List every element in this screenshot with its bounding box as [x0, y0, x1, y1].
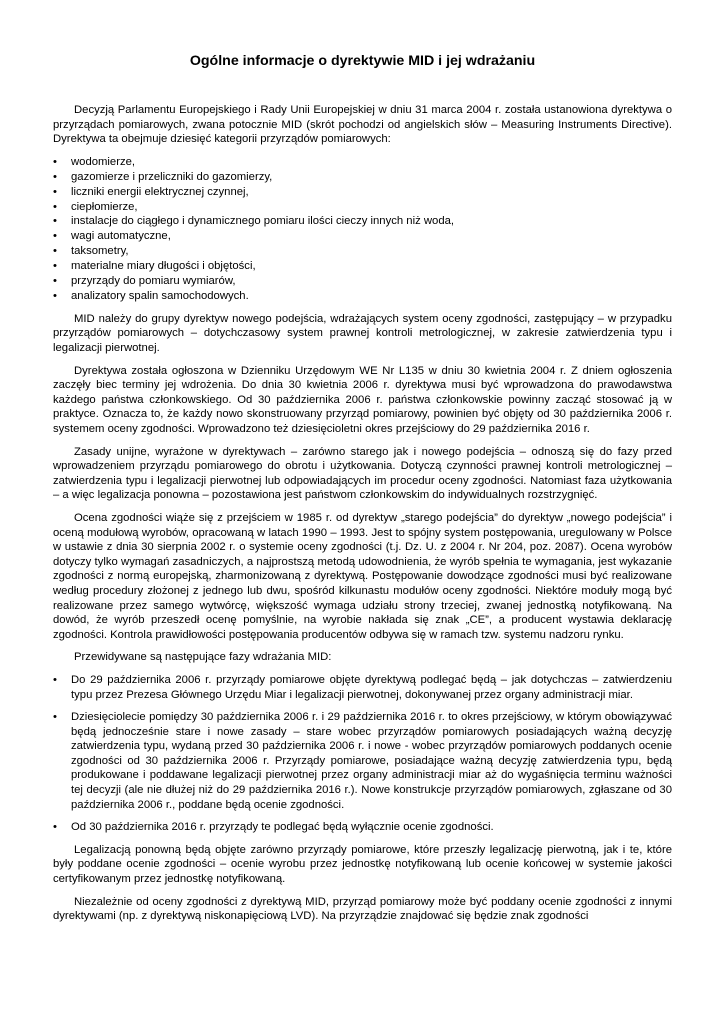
document-page: [53, 52, 672, 932]
list-item: • Do 29 października 2006 r. przyrządy pomiarowe objęte dyrektywą podlegać będą – jak dotychczas – zatwierdzeniu typu przez Prezesa Głównego Urzędu Miar i legalizacji pierwotnej, dokonywanej przez organy administracji miar.: [53, 673, 672, 702]
paragraph-conformity-assessment: Ocena zgodności wiąże się z przejściem w 1985 r. od dyrektyw „starego podejścia” do dyrektyw „nowego podejścia” i oceną modułową wyrobów, opracowaną w latach 1990 – 1993. Jest to spójny system postępowania, uregulowany w Polsce w ustawie z dnia 30 sierpnia 2002 r. o systemie oceny zgodności (t.j. Dz. U. z 2004 r. Nr 204, poz. 2087). Ocena wyrobów dotyczy tylko wymagań zasadniczych, a najprostszą metodą udowodnienia, że wyrób spełnia te wymagania, jest wykazanie zgodności z normą europejską, zharmonizowaną z dyrektywą. Postępowanie dowodzące zgodności musi być realizowane według procedury złożonej z jednego lub dwu, spośród kilkunastu modułów oceny zgodności. Niektóre moduły mogą być realizowane przez samego wytwórcę, większość wymaga udziału strony trzeciej, zwanej jednostką notyfikowaną. Na dowód, że wyrób przeszedł ocenę pomyślnie, na wyrobie nakłada się znak „CE”, a producent wystawia deklarację zgodności. Kontrola prawidłowości postępowania producentów odbywa się w ramach tzw. systemu nadzoru rynku.: [53, 511, 672, 641]
intro-paragraph: Decyzją Parlamentu Europejskiego i Rady Unii Europejskiej w dniu 31 marca 2004 r. została ustanowiona dyrektywa o przyrządach pomiarowych, zwana potocznie MID (skrót pochodzi od angielskich słów – Measuring Instruments Directive). Dyrektywa ta obejmuje dziesięć kategorii przyrządów pomiarowych:: [53, 104, 672, 146]
paragraph-reverification: Legalizacją ponowną będą objęte zarówno przyrządy pomiarowe, które przeszły legalizację pierwotną, jak i te, które były poddane ocenie zgodności – ocenie wyrobu przez jednostkę notyfikowaną lub ocenie końcowej w systemie jakości certyfikowanym przez jednostkę notyfikowaną.: [53, 843, 672, 886]
list-item: • przyrządy do pomiaru wymiarów,: [53, 274, 672, 289]
list-item: • taksometry,: [53, 244, 672, 259]
paragraph-new-approach: MID należy do grupy dyrektyw nowego podejścia, wdrażających system oceny zgodności, zastępujący – w przypadku przyrządów pomiarowych – dotychczasowy system prawnej kontroli metrologicznej, w zakresie zatwierdzenia typu i legalizacji pierwotnej.: [53, 312, 672, 355]
paragraph-other-directives: Niezależnie od oceny zgodności z dyrektywą MID, przyrząd pomiarowy może być poddany ocenie zgodności z innymi dyrektywami (np. z dyrektywą niskonapięciową LVD). Na przyrządzie znajdować się będzie znak zgodności: [53, 895, 672, 923]
list-item: • materialne miary długości i objętości,: [53, 259, 672, 274]
list-item: • Od 30 października 2016 r. przyrządy te podlegać będą wyłącznie ocenie zgodności.: [53, 820, 672, 835]
list-item: • wagi automatyczne,: [53, 229, 672, 244]
implementation-phases-list: [53, 673, 672, 835]
list-item: • analizatory spalin samochodowych.: [53, 289, 672, 304]
paragraph-publication: Dyrektywa została ogłoszona w Dzienniku Urzędowym WE Nr L135 w dniu 30 kwietnia 2004 r. Z dniem ogłoszenia zaczęły biec terminy jej wdrożenia. Do dnia 30 kwietnia 2006 r. dyrektywa musi być wprowadzona do prawodawstwa każdego państwa członkowskiego. Od 30 października 2006 r. państwa członkowskie powinny zacząć stosować ją w praktyce. Oznacza to, że każdy nowo skonstruowany przyrząd pomiarowy, powinien być objęty od 30 października 2006 r. systemem oceny zgodności. Wprowadzono też dziesięcioletni okres przejściowy do 29 października 2016 r.: [53, 364, 672, 435]
list-item: • gazomierze i przeliczniki do gazomierzy,: [53, 170, 672, 185]
list-item: • ciepłomierze,: [53, 200, 672, 215]
paragraph-phases-intro: Przewidywane są następujące fazy wdrażania MID:: [74, 651, 332, 664]
instrument-categories-list: [53, 155, 672, 304]
list-item: • liczniki energii elektrycznej czynnej,: [53, 185, 672, 200]
list-item: • instalacje do ciągłego i dynamicznego pomiaru ilości cieczy innych niż woda,: [53, 214, 672, 229]
paragraph-eu-rules: Zasady unijne, wyrażone w dyrektywach – zarówno starego jak i nowego podejścia – odnoszą się do fazy przed wprowadzeniem przyrządu pomiarowego do obrotu i użytkowania. Dotyczą czynności prawnej kontroli metrologicznej – zatwierdzenia typu i legalizacji pierwotnej lub odpowiadających im procedur oceny zgodności. Natomiast faza użytkowania – a więc legalizacja ponowna – pozostawiona jest państwom członkowskim do indywidualnych rozstrzygnięć.: [53, 445, 672, 502]
page-title: Ogólne informacje o dyrektywie MID i jej wdrażaniu: [189, 53, 536, 69]
list-item: • Dziesięciolecie pomiędzy 30 października 2006 r. i 29 października 2016 r. to okres przejściowy, w którym obowiązywać będą jednocześnie stare i nowe zasady – stare wobec przyrządów pomiarowych posiadających ważną decyzję zatwierdzenia typu, wydaną przed 30 października 2006 r. i nowe - wobec przyrządów pomiarowych poddanych ocenie zgodności od 30 października 2006 r. Przyrządy pomiarowe, posiadające ważną decyzję zatwierdzenia typu, będą produkowane i poddawane legalizacji pierwotnej przez organy administracji miar aż do wygaśnięcia terminu ważności tej decyzji (ale nie dłużej niż do 29 października 2016 r.). Nowe konstrukcje przyrządów pomiarowych, zgłaszane od 30 października 2006 r., poddane będą ocenie zgodności.: [53, 710, 672, 812]
list-item: • wodomierze,: [53, 155, 672, 170]
